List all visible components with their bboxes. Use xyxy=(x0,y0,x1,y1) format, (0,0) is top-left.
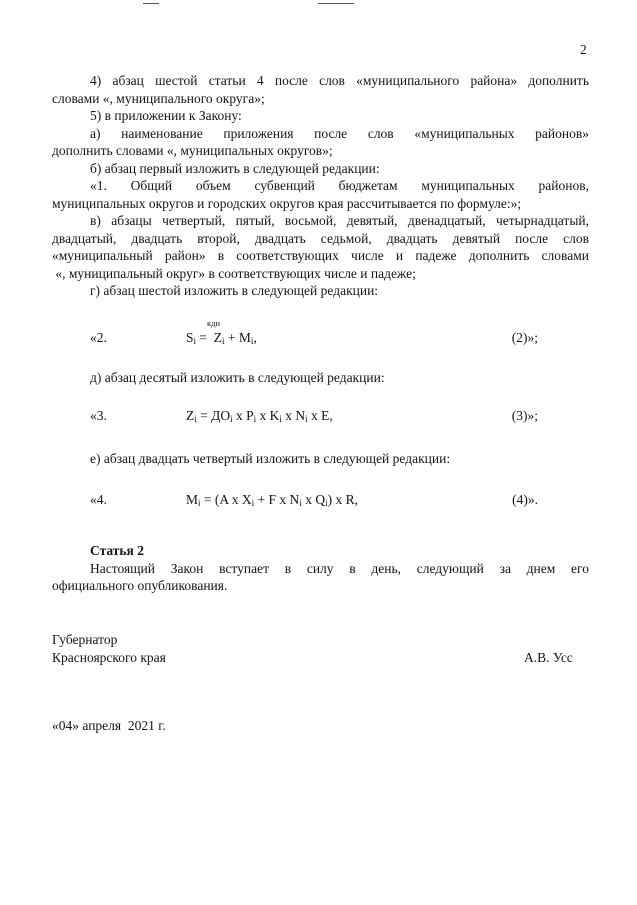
para-a-line-1: а) наименование приложения после слов «муниципальных районов» xyxy=(90,126,589,141)
para-v-line-2: двадцатый, двадцать второй, двадцать седьмой, двадцать девятый после слов xyxy=(52,231,589,246)
formula-3-number: (3)»; xyxy=(511,408,538,423)
para-a-line-2: дополнить словами «, муниципальных округов»; xyxy=(52,143,333,158)
formula-4-number: (4)». xyxy=(512,492,538,507)
article-2-line-2: официального опубликования. xyxy=(52,578,228,593)
formula-3: $Z_i = ДО_i$ x $P_i$ x $K_i$ x $N_i$ x E, xyxy=(186,408,333,424)
signature-position-line-1: Губернатор xyxy=(52,632,118,647)
signature-name: А.В. Усс xyxy=(524,650,573,665)
para-e: е) абзац двадцать четвертый изложить в следующей редакции: xyxy=(90,451,451,466)
formula-4-label: «4. xyxy=(90,492,107,507)
formula-3-label: «3. xyxy=(90,408,107,423)
formula-4: $M_i = (A$ x $X_i + F$ x $N_i$ x $Q_i$) x R, xyxy=(186,492,358,508)
formula-2-label: «2. xyxy=(90,330,107,345)
para-4-line-2: словами «, муниципального округа»; xyxy=(52,91,265,106)
header-mark-left xyxy=(143,3,159,4)
para-v-line-1: в) абзацы четвертый, пятый, восьмой, девятый, двенадцатый, четырнадцатый, xyxy=(90,213,589,228)
document-date: «04» апреля 2021 г. xyxy=(52,718,166,733)
formula-2: $S_i = Z_i + M_i$, xyxy=(186,330,257,346)
signature-position-line-2: Красноярского края xyxy=(52,650,166,665)
formula-2-number: (2)»; xyxy=(511,330,538,345)
article-2-title: Статья 2 xyxy=(90,543,144,558)
header-mark-right xyxy=(318,3,354,4)
para-v-line-3: «муниципальный район» в соответствующих числе и падеже дополнить словами xyxy=(52,248,589,263)
formula-2-superscript: кдн xyxy=(207,318,221,328)
para-d: д) абзац десятый изложить в следующей редакции: xyxy=(90,370,385,385)
para-v-line-4: «, муниципальный округ» в соответствующих числе и падеже; xyxy=(52,266,416,281)
article-2-line-1: Настоящий Закон вступает в силу в день, следующий за днем его xyxy=(90,561,589,576)
para-b: б) абзац первый изложить в следующей редакции: xyxy=(90,161,380,176)
para-5: 5) в приложении к Закону: xyxy=(90,108,242,123)
page-number: 2 xyxy=(580,42,587,57)
quote-1-line-1: «1. Общий объем субвенций бюджетам муниципальных районов, xyxy=(90,178,589,193)
para-4-line-1: 4) абзац шестой статьи 4 после слов «муниципального района» дополнить xyxy=(90,73,589,88)
para-g: г) абзац шестой изложить в следующей редакции: xyxy=(90,283,379,298)
quote-1-line-2: муниципальных округов и городских округов края рассчитывается по формуле:»; xyxy=(52,196,522,211)
